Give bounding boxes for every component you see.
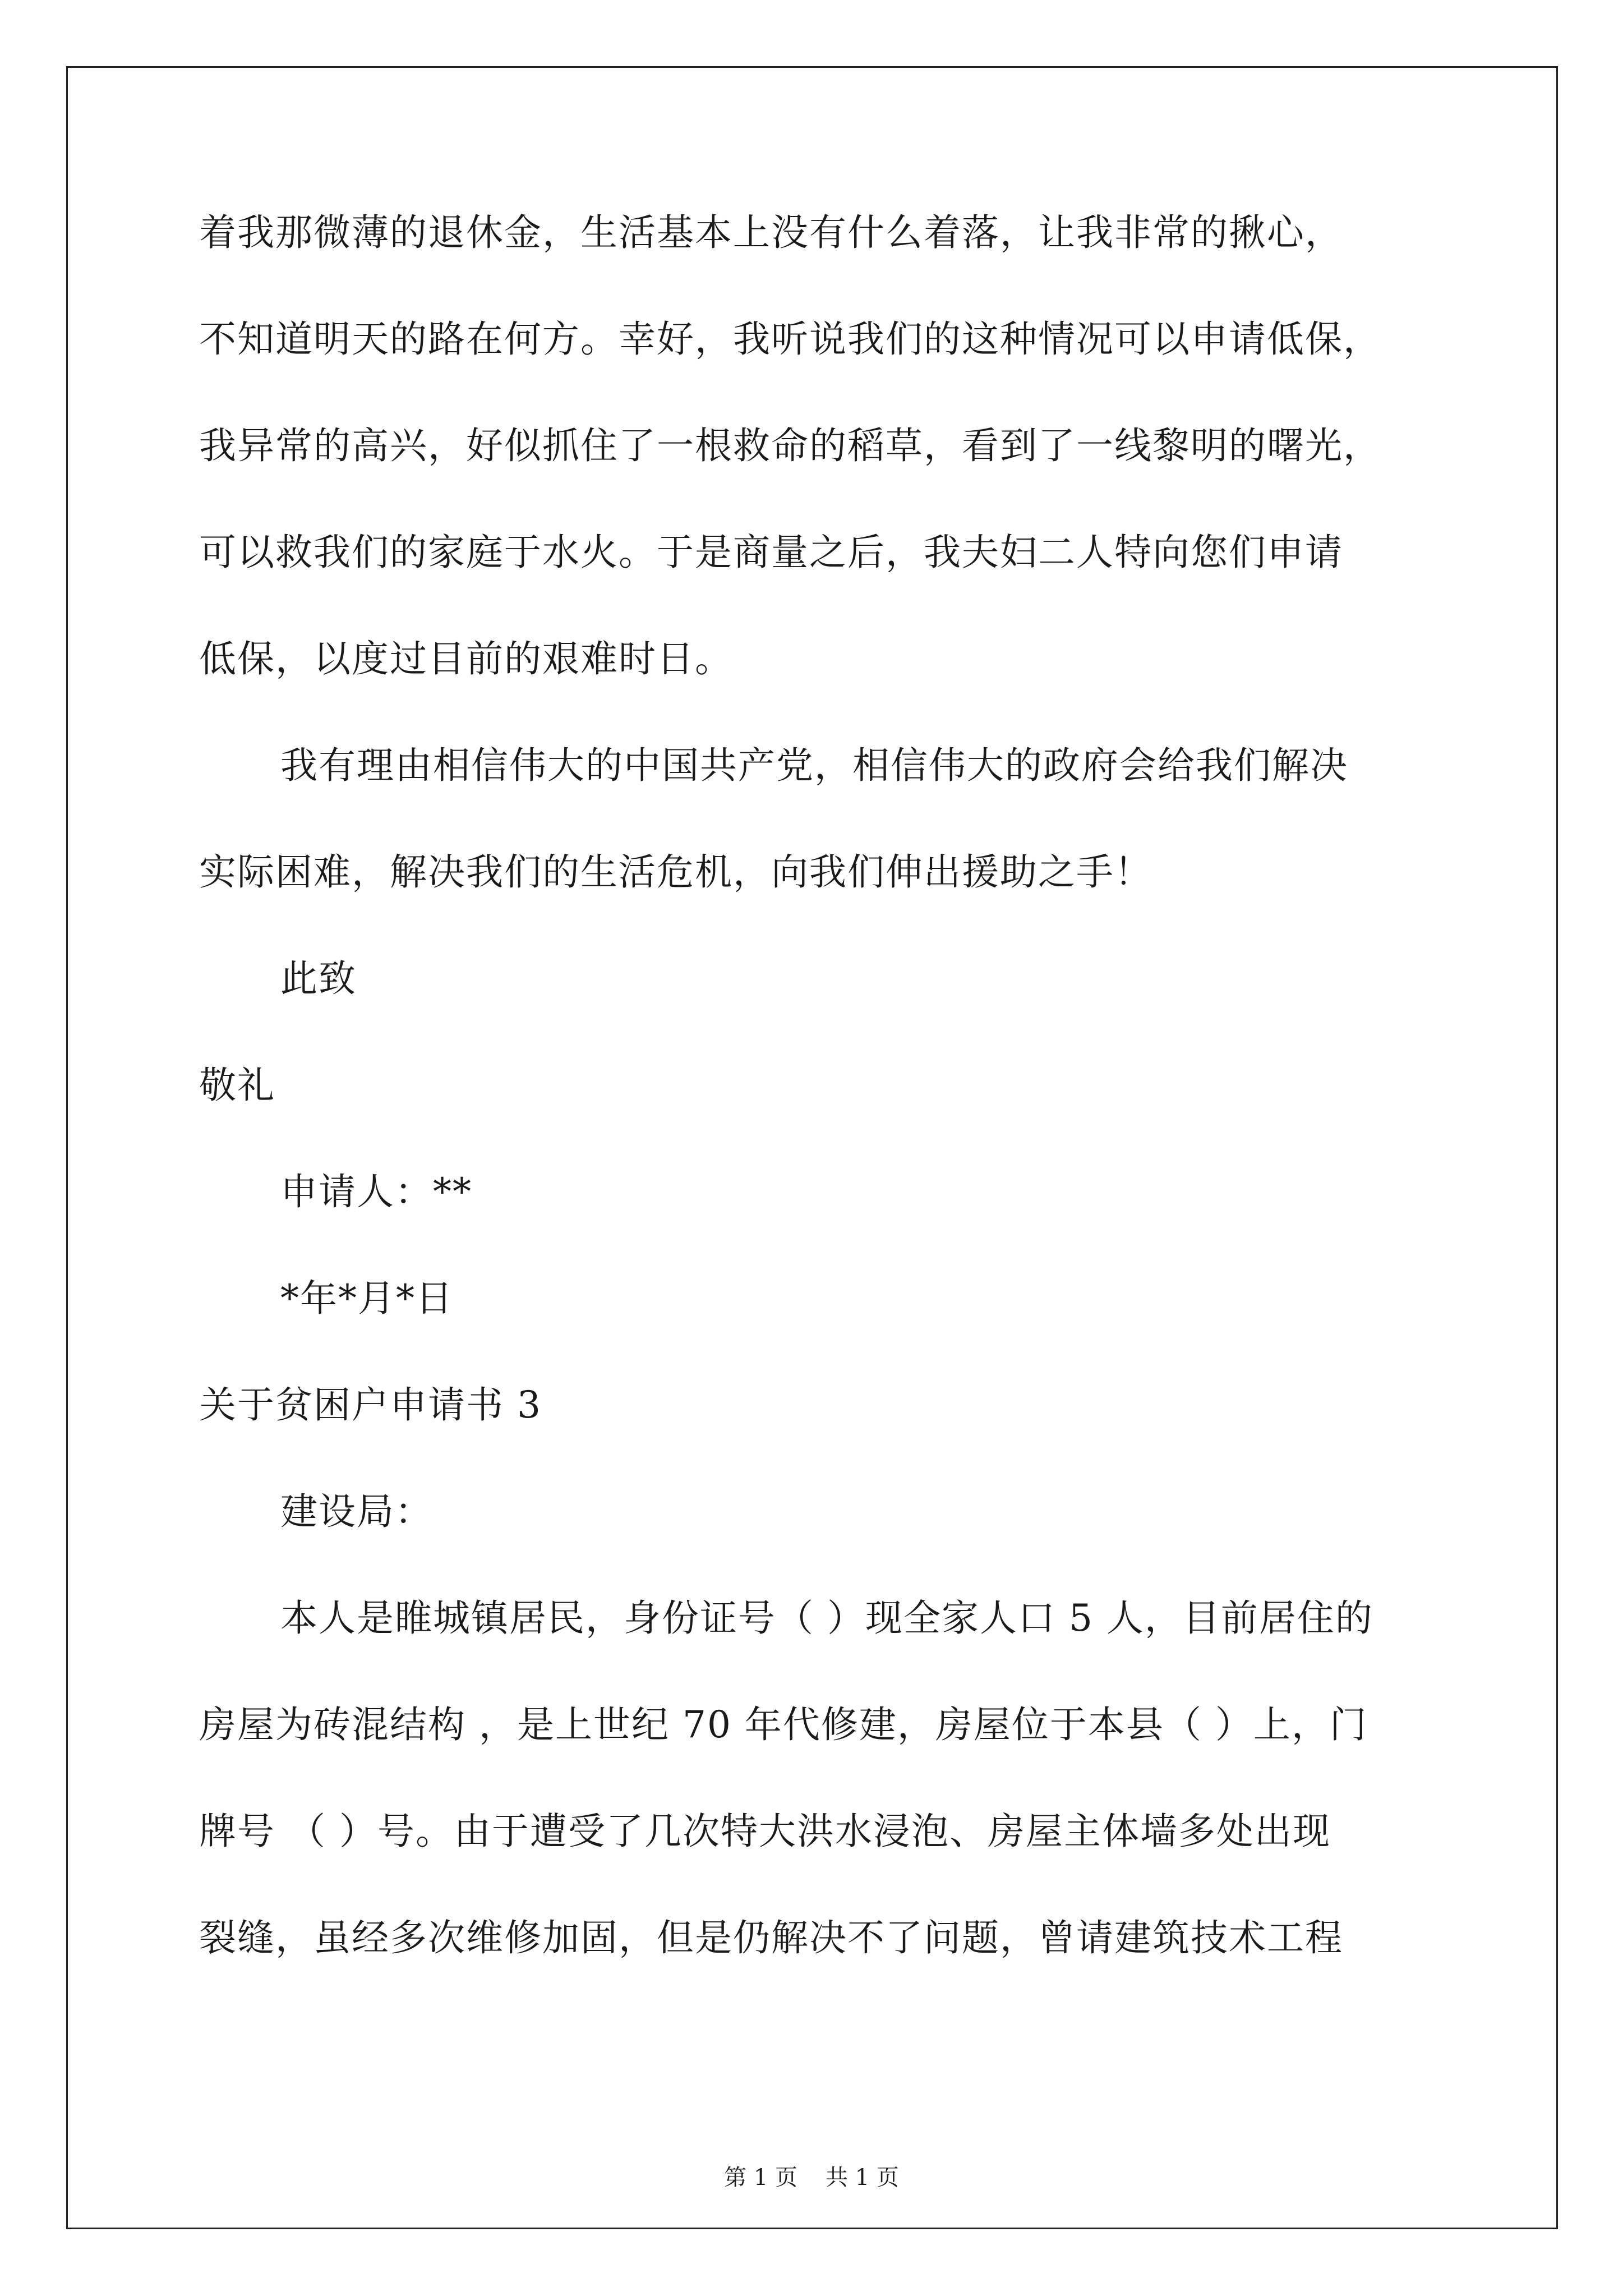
addressee: 建设局： — [280, 1490, 433, 1533]
applicant-signature: 申请人：** — [280, 1170, 472, 1213]
paragraph-line: 本人是睢城镇居民，身份证号（ ）现全家人口 5 人，目前居住的 — [280, 1596, 1373, 1640]
paragraph-line: 裂缝，虽经多次维修加固，但是仍解决不了问题，曾请建筑技术工程 — [199, 1916, 1343, 1959]
paragraph-line: 牌号 （ ）号。由于遭受了几次特大洪水浸泡、房屋主体墙多处出现 — [199, 1810, 1331, 1853]
paragraph-line: 着我那微薄的退休金，生活基本上没有什么着落，让我非常的揪心， — [199, 211, 1343, 254]
paragraph-line: 可以救我们的家庭于水火。于是商量之后，我夫妇二人特向您们申请 — [199, 531, 1343, 574]
page-border — [66, 66, 1558, 2229]
page-total: 共 1 页 — [826, 2165, 899, 2191]
closing-salutation: 此致 — [280, 957, 357, 1000]
paragraph-line: 不知道明天的路在何方。幸好，我听说我们的这种情况可以申请低保， — [199, 318, 1381, 361]
paragraph-line: 我异常的高兴，好似抓住了一根救命的稻草，看到了一线黎明的曙光， — [199, 424, 1381, 467]
section-title: 关于贫困户申请书 3 — [199, 1383, 542, 1427]
paragraph-line: 实际困难，解决我们的生活危机，向我们伸出援助之手！ — [199, 850, 1152, 894]
signature-date: *年*月*日 — [280, 1277, 454, 1320]
closing-regards: 敬礼 — [199, 1064, 275, 1107]
page-number: 第 1 页 — [724, 2165, 797, 2191]
paragraph-line: 我有理由相信伟大的中国共产党，相信伟大的政府会给我们解决 — [280, 744, 1348, 787]
paragraph-line: 低保，以度过目前的艰难时日。 — [199, 637, 733, 680]
page-footer — [0, 2164, 1623, 2192]
paragraph-line: 房屋为砖混结构 ，是上世纪 70 年代修建，房屋位于本县（ ）上，门 — [199, 1703, 1368, 1746]
